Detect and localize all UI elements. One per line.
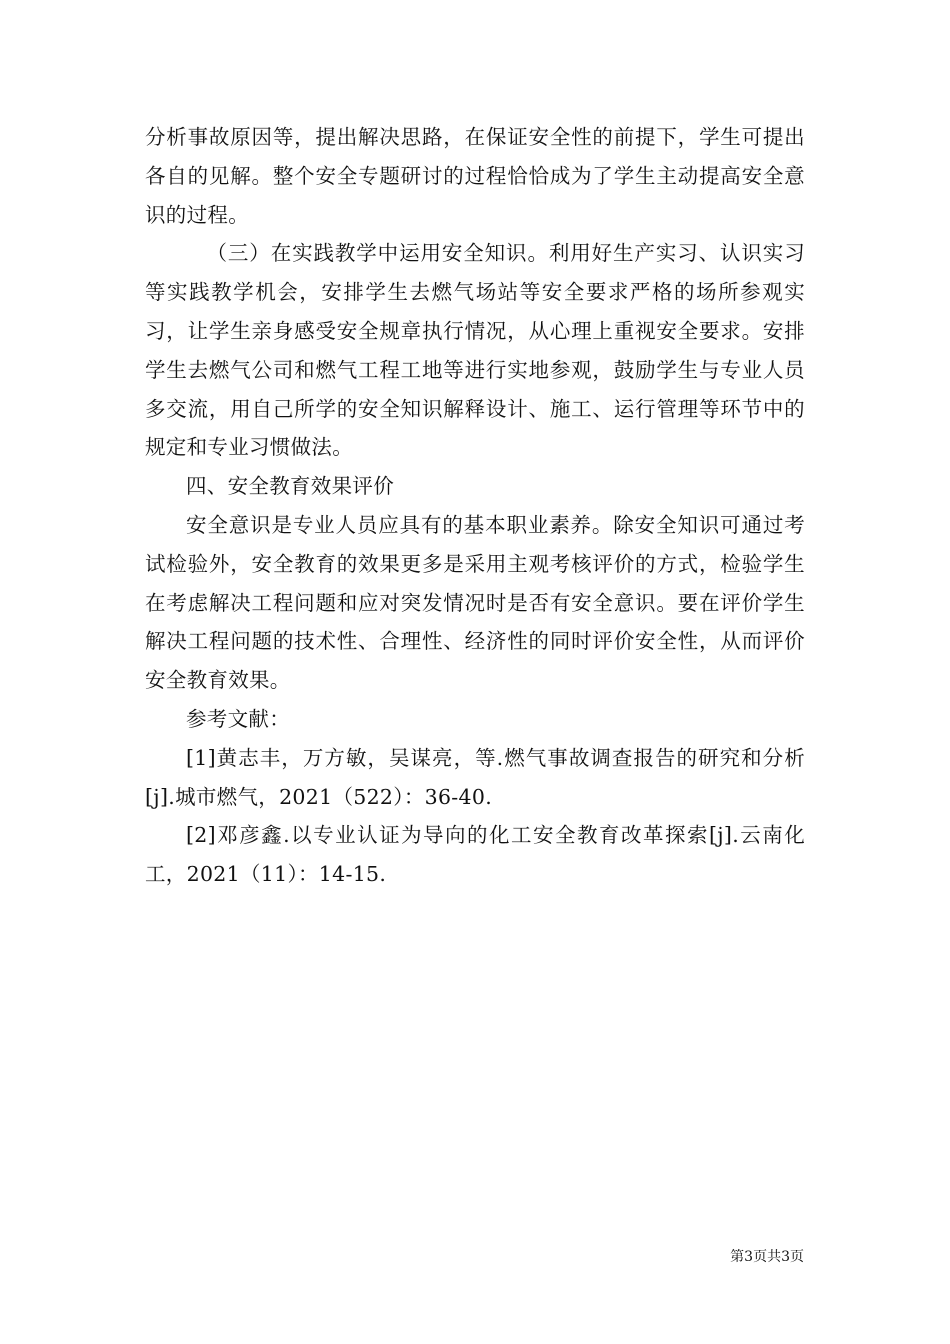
body-paragraph: 分析事故原因等，提出解决思路，在保证安全性的前提下，学生可提出各自的见解。整个安全专题研讨的过程恰恰成为了学生主动提高安全意识的过程。 [145, 125, 805, 227]
page-number-footer: 第3页共3页 [730, 1249, 804, 1265]
body-paragraph-evaluation: 安全意识是专业人员应具有的基本职业素养。除安全知识可通过考试检验外，安全教育的效果更多是采用主观考核评价的方式，检验学生在考虑解决工程问题和应对突发情况时是否有安全意识。要在评价学生解决工程问题的技术性、合理性、经济性的同时评价安全性，从而评价安全教育效果。 [145, 512, 805, 693]
references-heading: 参考文献： [186, 706, 290, 731]
section-paragraph-practice: （三）在实践教学中运用安全知识。利用好生产实习、认识实习等实践教学机会，安排学生去燃气场站等安全要求严格的场所参观实习，让学生亲身感受安全规章执行情况，从心理上重视安全要求。安排学生去燃气公司和燃气工程工地等进行实地参观，鼓励学生与专业人员多交流，用自己所学的安全知识解释设计、施工、运行管理等环节中的规定和专业习惯做法。 [145, 241, 805, 460]
document-body [145, 118, 805, 894]
reference-item-2: [2]邓彦鑫.以专业认证为导向的化工安全教育改革探索[j].云南化工，2021（11）：14-15. [145, 823, 805, 887]
reference-item-1: [1]黄志丰，万方敏，吴谋亮，等.燃气事故调查报告的研究和分析[j].城市燃气，2021（522）：36-40. [145, 745, 805, 809]
section-heading-evaluation: 四、安全教育效果评价 [186, 474, 394, 499]
